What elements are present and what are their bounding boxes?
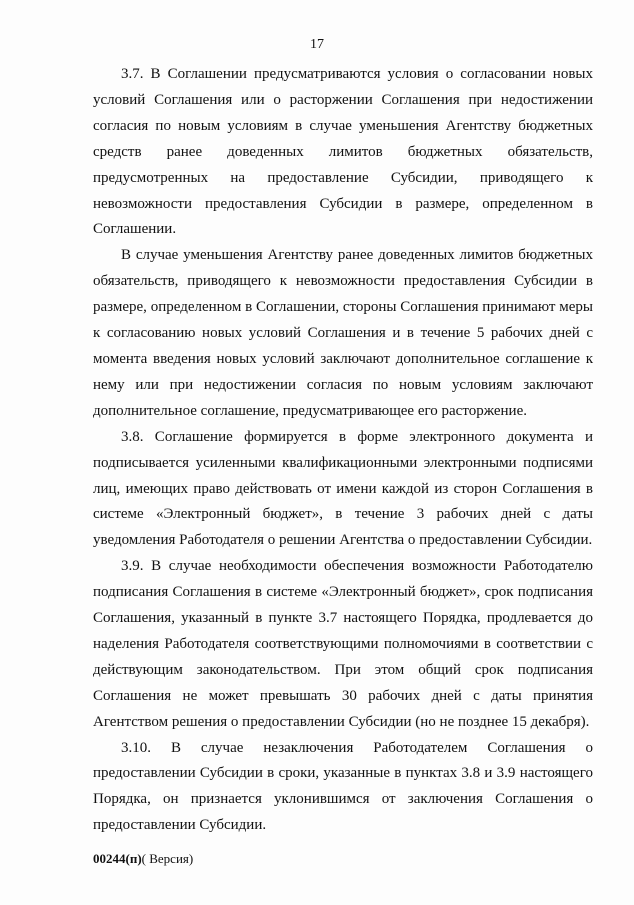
- paragraph-3-9: 3.9. В случае необходимости обеспечения возможности Работодателю подписания Соглашения в системе «Электронный бюджет», срок подписания Соглашения, указанный в пункте 3.7 настоящего Порядка, продлевается до наделения Работодателя соответствующими полномочиями в соответствии с действующим законодательством. При этом общий срок подписания Соглашения не может превышать 30 рабочих дней с даты принятия Агентством решения о предоставлении Субсидии (но не позднее 15 декабря).: [93, 558, 593, 730]
- paragraph-limits-reduction: В случае уменьшения Агентству ранее доведенных лимитов бюджетных обязательств, приводящего к невозможности предоставления Субсидии в размере, определенном в Соглашении, стороны Соглашения принимают меры к согласованию новых условий Соглашения и в течение 5 рабочих дней с момента введения новых условий заключают дополнительное соглашение к нему или при недостижении согласия по новым условиям заключают дополнительное соглашение, предусматривающее его расторжение.: [93, 247, 593, 419]
- document-code: 00244(п): [93, 851, 142, 866]
- document-version: ( Версия): [141, 851, 194, 866]
- paragraph-3-8: 3.8. Соглашение формируется в форме электронного документа и подписывается усиленными квалификационными электронными подписями лиц, имеющих право действовать от имени каждой из сторон Соглашения в системе «Электронный бюджет», в течение 3 рабочих дней с даты уведомления Работодателя о решении Агентства о предоставлении Субсидии.: [93, 428, 593, 549]
- document-footer: [93, 851, 193, 867]
- paragraph-3-7: 3.7. В Соглашении предусматриваются условия о согласовании новых условий Соглашения или о расторжении Соглашения при недостижении согласия по новым условиям в случае уменьшения Агентству бюджетных средств ранее доведенных лимитов бюджетных обязательств, предусмотренных на предоставление Субсидии, приводящего к невозможности предоставления Субсидии в размере, определенном в Соглашении.: [93, 66, 593, 238]
- page-number: 17: [310, 37, 324, 52]
- document-body: [93, 62, 593, 839]
- paragraph-3-10: 3.10. В случае незаключения Работодателем Соглашения о предоставлении Субсидии в сроки, указанные в пунктах 3.8 и 3.9 настоящего Порядка, он признается уклонившимся от заключения Соглашения о предоставлении Субсидии.: [93, 739, 593, 834]
